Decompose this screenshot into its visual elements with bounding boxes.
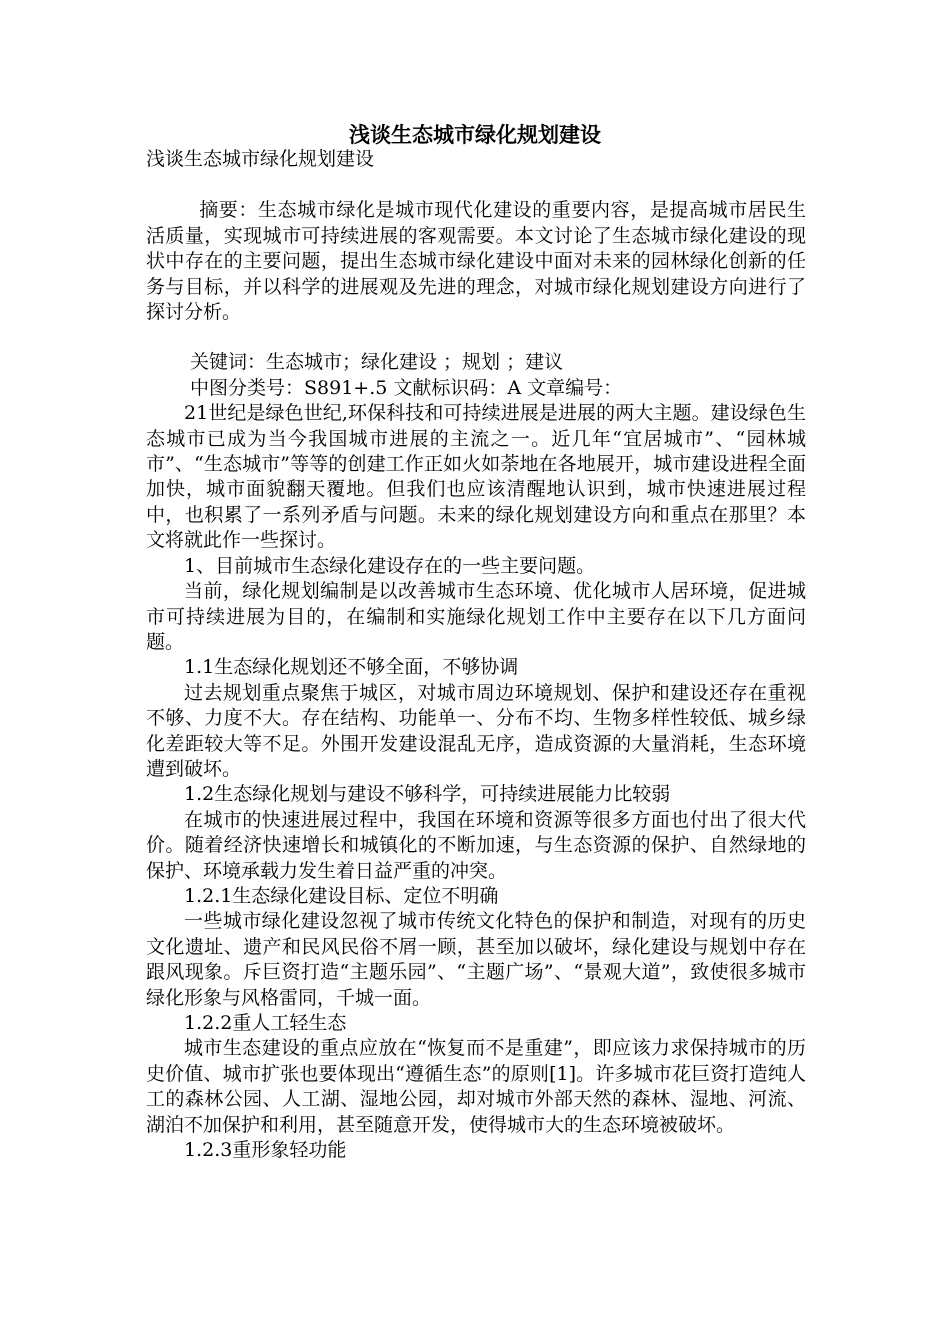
document-body [146,147,806,1163]
keywords-line: 关键词：生态城市；绿化建设 ；规划 ；建议 [190,351,564,374]
section-1-2-2-paragraph: 城市生态建设的重点应放在“恢复而不是重建”，即应该力求保持城市的历史价值、城市扩张也要体现出“遵循生态”的原则[1]。许多城市花巨资打造纯人工的森林公园、人工湖、湿地公园，却对城市外部天然的森林、湿地、河流、湖泊不加保护和利用，甚至随意开发，使得城市大的生态环境被破坏。 [146,1037,806,1136]
section-heading-1-2: 1.2生态绿化规划与建设不够科学，可持续进展能力比较弱 [184,783,671,806]
section-1-2-1-paragraph: 一些城市绿化建设忽视了城市传统文化特色的保护和制造，对现有的历史文化遗址、遗产和民风民俗不屑一顾，甚至加以破坏，绿化建设与规划中存在跟风现象。斥巨资打造“主题乐园”、“主题广场”、“景观大道”，致使很多城市绿化形象与风格雷同，千城一面。 [146,910,806,1009]
document-title: 浅谈生态城市绿化规划建设 [349,122,601,147]
section-1-2-paragraph: 在城市的快速进展过程中，我国在环境和资源等很多方面也付出了很大代价。随着经济快速增长和城镇化的不断加速，与生态资源的保护、自然绿地的保护、环境承载力发生着日益严重的冲突。 [146,808,806,882]
section-heading-1-2-3: 1.2.3重形象轻功能 [184,1139,347,1162]
spacer [146,172,806,198]
spacer [146,325,806,350]
section-heading-1-1: 1.1生态绿化规划还不够全面，不够协调 [184,656,519,679]
intro-paragraph: 21世纪是绿色世纪,环保科技和可持续进展是进展的两大主题。建设绿色生态城市已成为当今我国城市进展的主流之一。近几年“宜居城市”、“园林城市”、“生态城市”等等的创建工作正如火如荼地在各地展开，城市建设进程全面加快，城市面貌翻天覆地。但我们也应该清醒地认识到，城市快速进展过程中，也积累了一系列矛盾与问题。未来的绿化规划建设方向和重点在那里？本文将就此作一些探讨。 [146,402,806,552]
section-heading-1-2-1: 1.2.1生态绿化建设目标、定位不明确 [184,884,499,907]
section-heading-1: 1、目前城市生态绿化建设存在的一些主要问题。 [184,554,596,577]
abstract-paragraph: 摘要：生态城市绿化是城市现代化建设的重要内容，是提高城市居民生活质量，实现城市可持续进展的客观需要。本文讨论了生态城市绿化建设的现状中存在的主要问题，提出生态城市绿化建设中面对未来的园林绿化创新的任务与目标，并以科学的进展观及先进的理念，对城市绿化规划建设方向进行了探讨分析。 [146,199,806,324]
section-heading-1-2-2: 1.2.2重人工轻生态 [184,1012,347,1034]
document-subtitle: 浅谈生态城市绿化规划建设 [146,148,375,170]
classification-line: 中图分类号：S891+.5 文献标识码：A 文章编号： [190,376,623,399]
section-1-paragraph: 当前，绿化规划编制是以改善城市生态环境、优化城市人居环境，促进城市可持续进展为目的，在编制和实施绿化规划工作中主要存在以下几方面问题。 [146,580,806,653]
section-1-1-paragraph: 过去规划重点聚焦于城区，对城市周边环境规划、保护和建设还存在重视不够、力度不大。存在结构、功能单一、分布不均、生物多样性较低、城乡绿化差距较大等不足。外围开发建设混乱无序，造成资源的大量消耗，生态环境遭到破坏。 [146,681,806,780]
